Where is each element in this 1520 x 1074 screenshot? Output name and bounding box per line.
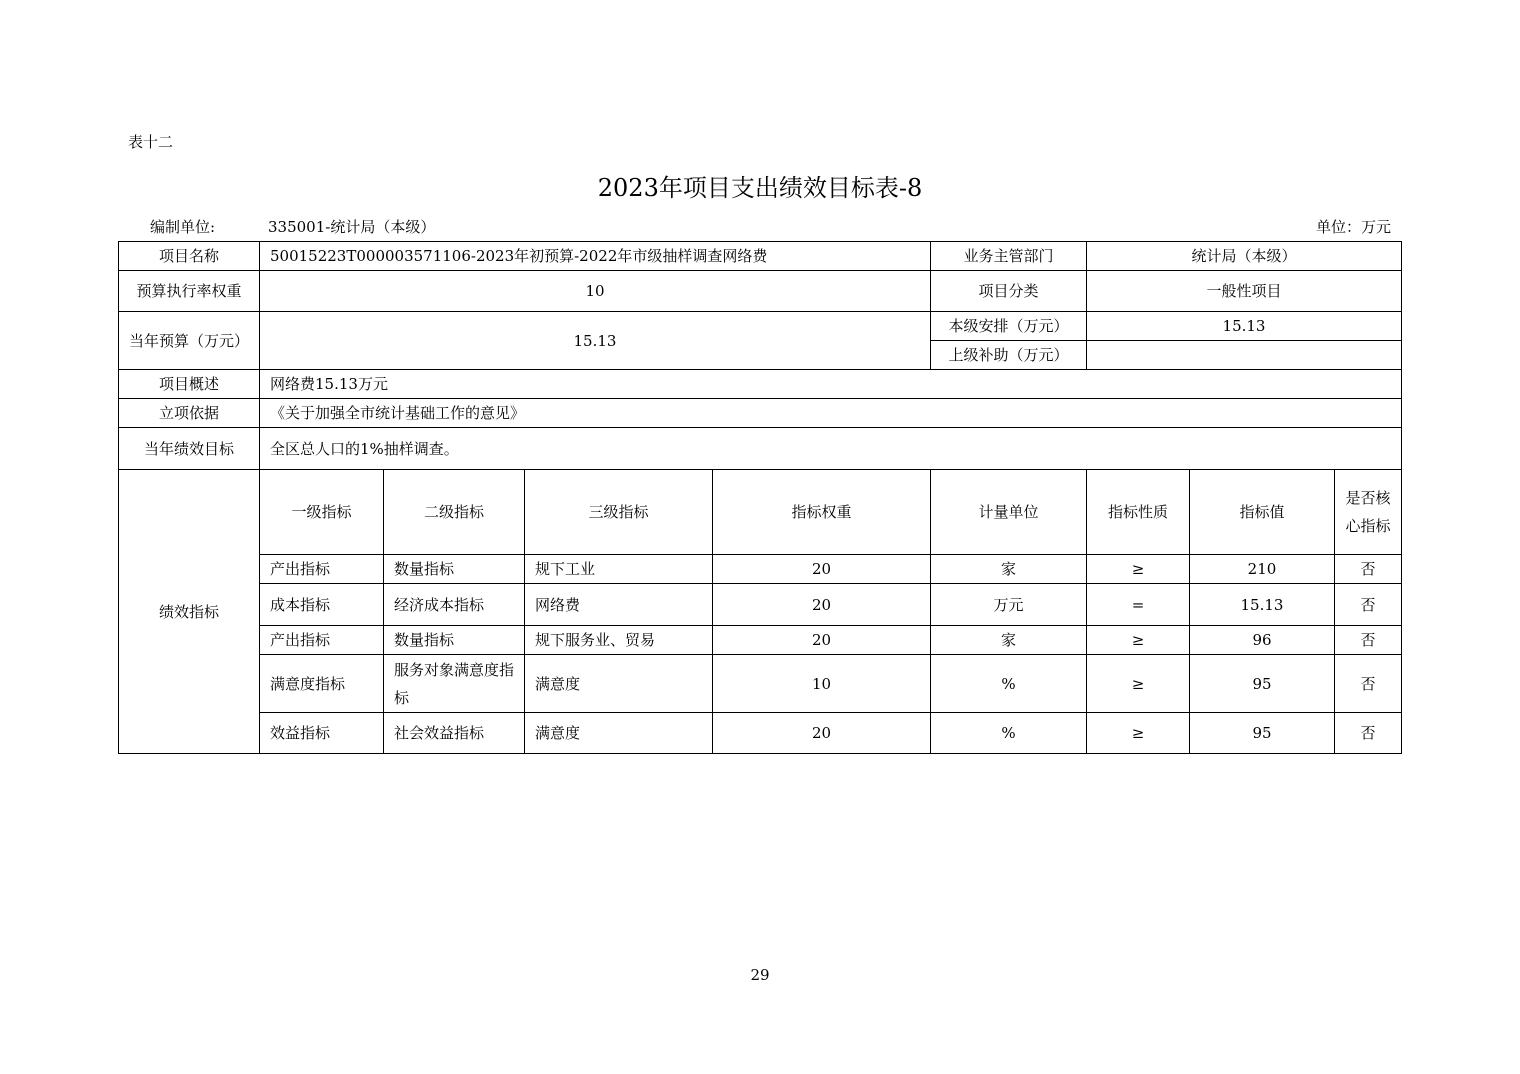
upper-subsidy-label: 上级补助（万元） (931, 341, 1087, 370)
header-cell: 指标权重 (713, 470, 931, 555)
cell-unit: 家 (931, 626, 1087, 655)
cell-weight: 20 (713, 555, 931, 584)
page-number: 29 (750, 966, 770, 984)
cell-nature: = (1087, 584, 1190, 626)
budget-row (119, 312, 1402, 341)
cell-level1: 满意度指标 (260, 655, 384, 713)
cell-weight: 10 (713, 655, 931, 713)
budget-value: 15.13 (260, 312, 931, 370)
upper-subsidy-value (1087, 341, 1402, 370)
goal-label: 当年绩效目标 (119, 428, 260, 470)
weight-value: 10 (260, 271, 931, 312)
table-row (119, 555, 1402, 584)
header-cell: 是否核心指标 (1335, 470, 1402, 555)
cell-level1: 成本指标 (260, 584, 384, 626)
project-name-label: 项目名称 (119, 242, 260, 271)
table-row (119, 713, 1402, 754)
cell-level1: 效益指标 (260, 713, 384, 754)
table-row (119, 584, 1402, 626)
cell-level2: 数量指标 (384, 626, 525, 655)
own-budget-label: 本级安排（万元） (931, 312, 1087, 341)
weight-row (119, 271, 1402, 312)
header-cell: 指标性质 (1087, 470, 1190, 555)
cell-level2: 服务对象满意度指标 (384, 655, 525, 713)
cell-core: 否 (1335, 555, 1402, 584)
header-cell: 二级指标 (384, 470, 525, 555)
project-name-value: 50015223T000003571106-2023年初预算-2022年市级抽样调查网络费 (260, 242, 931, 271)
cell-unit: 万元 (931, 584, 1087, 626)
cell-value: 95 (1190, 655, 1335, 713)
cell-unit: % (931, 713, 1087, 754)
cell-value: 15.13 (1190, 584, 1335, 626)
basis-label: 立项依据 (119, 399, 260, 428)
cell-value: 96 (1190, 626, 1335, 655)
cell-nature: ≥ (1087, 713, 1190, 754)
cell-level1: 产出指标 (260, 626, 384, 655)
org-label: 编制单位: (150, 218, 216, 236)
cell-core: 否 (1335, 584, 1402, 626)
cell-core: 否 (1335, 655, 1402, 713)
category-value: 一般性项目 (1087, 271, 1402, 312)
basis-value: 《关于加强全市统计基础工作的意见》 (260, 399, 1402, 428)
overview-value: 网络费15.13万元 (260, 370, 1402, 399)
cell-level3: 网络费 (525, 584, 713, 626)
weight-label: 预算执行率权重 (119, 271, 260, 312)
goal-row (119, 428, 1402, 470)
cell-nature: ≥ (1087, 626, 1190, 655)
dept-label: 业务主管部门 (931, 242, 1087, 271)
budget-label: 当年预算（万元） (119, 312, 260, 370)
table-row (119, 655, 1402, 713)
cell-weight: 20 (713, 713, 931, 754)
overview-label: 项目概述 (119, 370, 260, 399)
performance-target-table (118, 241, 1402, 754)
indicator-label: 绩效指标 (119, 470, 260, 754)
table-row (119, 626, 1402, 655)
cell-core: 否 (1335, 713, 1402, 754)
cell-unit: 家 (931, 555, 1087, 584)
own-budget-value: 15.13 (1087, 312, 1402, 341)
header-cell: 指标值 (1190, 470, 1335, 555)
cell-level3: 满意度 (525, 713, 713, 754)
cell-unit: % (931, 655, 1087, 713)
cell-level2: 社会效益指标 (384, 713, 525, 754)
cell-value: 95 (1190, 713, 1335, 754)
overview-row (119, 370, 1402, 399)
cell-core: 否 (1335, 626, 1402, 655)
page-title: 2023年项目支出绩效目标表-8 (597, 174, 923, 202)
project-name-row (119, 242, 1402, 271)
cell-level2: 数量指标 (384, 555, 525, 584)
category-label: 项目分类 (931, 271, 1087, 312)
cell-level3: 规下服务业、贸易 (525, 626, 713, 655)
cell-level3: 规下工业 (525, 555, 713, 584)
cell-weight: 20 (713, 626, 931, 655)
cell-value: 210 (1190, 555, 1335, 584)
goal-value: 全区总人口的1%抽样调查。 (260, 428, 1402, 470)
header-cell: 三级指标 (525, 470, 713, 555)
cell-level2: 经济成本指标 (384, 584, 525, 626)
cell-level3: 满意度 (525, 655, 713, 713)
dept-value: 统计局（本级） (1087, 242, 1402, 271)
header-cell: 计量单位 (931, 470, 1087, 555)
cell-nature: ≥ (1087, 555, 1190, 584)
cell-level1: 产出指标 (260, 555, 384, 584)
indicator-header-row (119, 470, 1402, 555)
cell-weight: 20 (713, 584, 931, 626)
basis-row (119, 399, 1402, 428)
unit-label: 单位：万元 (1315, 218, 1391, 236)
org-value: 335001-统计局（本级） (268, 218, 436, 236)
header-cell: 一级指标 (260, 470, 384, 555)
cell-nature: ≥ (1087, 655, 1190, 713)
table-number: 表十二 (128, 133, 174, 151)
